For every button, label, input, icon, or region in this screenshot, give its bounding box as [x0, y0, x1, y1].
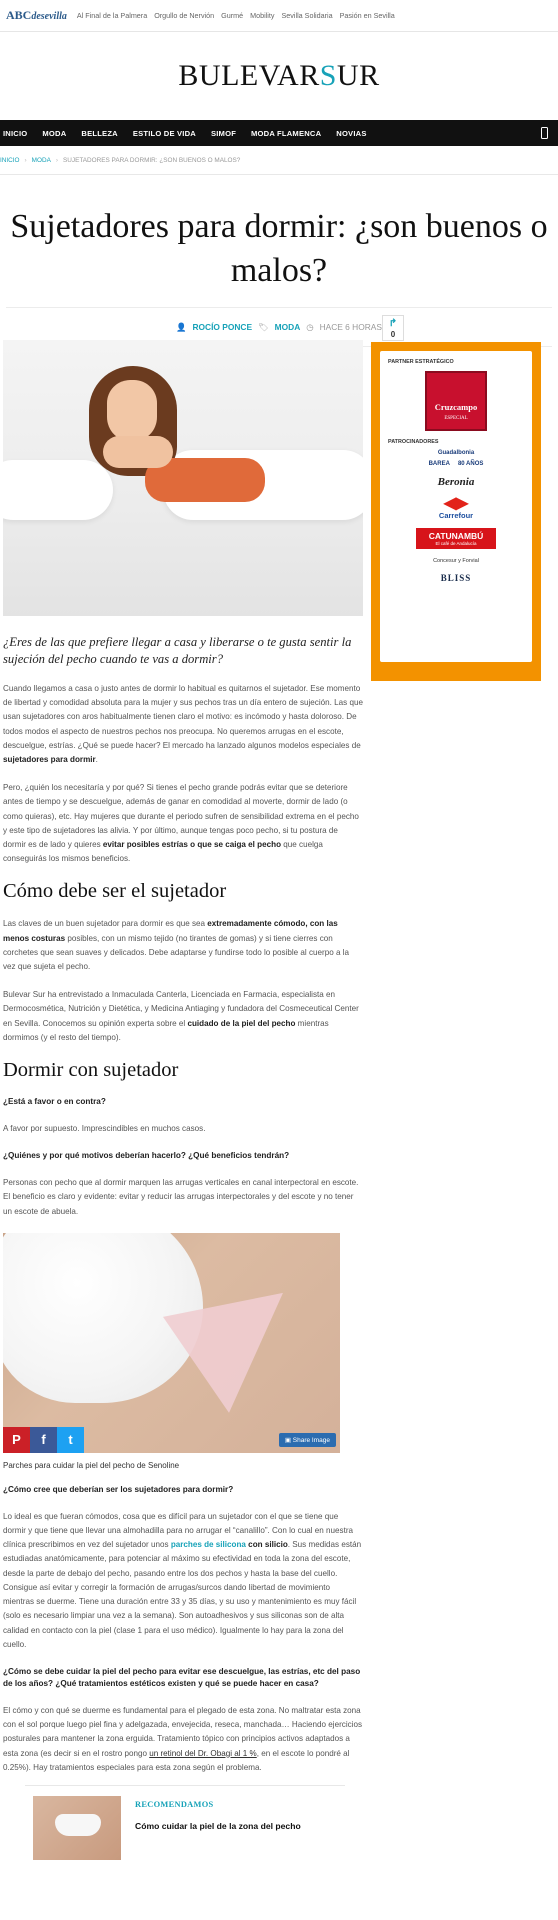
paragraph: Bulevar Sur ha entrevistado a Inmaculada Canterla, Licenciada en Farmacia, especialista en Dermocosmética, Nutrición y Dietética, y Medicina Antiaging y fundadora del Cosmeceutical Center en Sevilla. Conocemos su opinión experta sobre el cuidado de la piel del pecho mientras dormimos (y el resto del tiempo).: [3, 990, 359, 1042]
top-link[interactable]: Mobility: [250, 11, 275, 20]
interview-answer: El cómo y con qué se duerme es fundamental para el plegado de esta zona. No maltratar esta zona con el sol porque luego piel fina y adelgazada, envejecida, reseca, manchada… Haciendo ejercicios posturales para mantener la zona erguida. Tratamiento tópico con principios activos adaptados a esta zona (es decir si en el rostro pongo un retinol del Dr. Obagi al 1 %, en el escote lo pondré al 0.25%). Hay tratamientos especiales para esta zona según el problema.: [3, 1705, 363, 1772]
interview-question: ¿Cómo se debe cuidar la piel del pecho para evitar ese descuelgue, las estrías, etc del paso de los años? ¿Qué tratamientos estéticos existen y qué se puede hacer en casa?: [3, 1666, 361, 1688]
80-anos-logo[interactable]: 80 AÑOS: [457, 461, 484, 467]
guadalbonia-logo[interactable]: Guadalbonia: [437, 450, 475, 456]
barea-logo[interactable]: BAREA: [428, 461, 450, 467]
sponsor-row: [388, 461, 524, 467]
sponsors-label: PATROCINADORES: [388, 439, 439, 445]
paragraph: Pero, ¿quién los necesitaría y por qué? Si tienes el pecho grande podrás evitar que se deteriore antes de tiempo y se descuelgue, además de ganar en comodidad al moverte, dormir de lado (o como quieras), etc. Hay mujeres que durante el periodo sufren de sensibilidad extrema en el pecho y este tipo de sujetadores las alivia. Y por último, aunque tengas poco pecho, si tu postura de dormir es de lado y quieres evitar posibles estrías o que se caiga el pecho que cuelga conseguirás los mismos beneficios.: [3, 783, 359, 864]
share-arrow-icon: ↱: [388, 318, 398, 329]
top-link[interactable]: Orgullo de Nervión: [154, 11, 215, 20]
article-body: [3, 340, 363, 1860]
interview-question: ¿Está a favor o en contra?: [3, 1097, 106, 1107]
carrefour-icon: ◀▶: [443, 495, 469, 512]
sponsors-panel: [380, 351, 532, 662]
section-heading: Cómo debe ser el sujetador: [3, 880, 227, 903]
pillow-shape: [3, 460, 113, 520]
divider: [25, 1785, 345, 1786]
breadcrumb-current: SUJETADORES PARA DORMIR: ¿SON BUENOS O MALOS?: [63, 156, 241, 164]
publish-time: HACE 6 HORAS: [319, 322, 382, 332]
interview-answer: Personas con pecho que al dormir marquen las arrugas verticales en canal interpectoral en escote. El beneficio es claro y evidente: evitar y reducir las arrugas interpectorales y del escote y no tener un escote de abuela.: [3, 1178, 359, 1216]
share-counter-button[interactable]: [382, 315, 404, 341]
interview-question: ¿Quiénes y por qué motivos deberían hacerlo? ¿Qué beneficios tendrán?: [3, 1151, 290, 1161]
silicone-patches-link[interactable]: parches de silicona: [170, 1540, 246, 1550]
recommended-thumbnail[interactable]: [33, 1796, 121, 1860]
catunambu-logo[interactable]: CATUNAMBÚ El café de Andalucía: [416, 528, 496, 549]
beronia-logo[interactable]: Beronia: [437, 476, 475, 488]
page-title: Sujetadores para dormir: ¿son buenos o malos?: [10, 208, 548, 289]
category-link[interactable]: MODA: [274, 322, 301, 332]
breadcrumb-separator-icon: ›: [55, 156, 58, 164]
mobile-phone-icon[interactable]: [541, 127, 548, 139]
sponsors-banner[interactable]: [371, 342, 541, 681]
bra-shape: [55, 1814, 101, 1836]
hero-image: [3, 340, 363, 616]
bliss-logo[interactable]: BLISS: [440, 573, 472, 583]
image-caption: Parches para cuidar la piel del pecho de Senoline: [3, 1460, 180, 1470]
breadcrumb-home[interactable]: INICIO: [0, 156, 20, 164]
breadcrumb-separator-icon: ›: [24, 156, 27, 164]
face-shape: [107, 380, 157, 442]
interview-answer: Lo ideal es que fueran cómodos, cosa que es difícil para un sujetador con el que se tiene que dormir y que tiene que llevar una almohadilla para no arrugar el “canalillo”. Con lo cual en nuestra clínica prescribimos en vez del sujetador unos parches de silicona con silicio. Sus medidas están estudiadas anatómicamente, para potenciar al máximo su efectividad en toda la zona del escote, desde la parte de debajo del pecho, pasando entre los dos pechos y hasta la base del cuello. Consigue así evitar y corregir la formación de arrugas/surcos dando libertad de movimiento mientras se duerme. Tiene una duración entre 33 y 35 días, y su uso y mantenimiento es muy fácil (solo es necesario limpiar una vez a la semana). Son autoadhesivos y sus siliconas son de alta calidad en contacto con la piel (clase 1 para el uso médico). Igualmente lo hay para la zona del cuello.: [3, 1511, 362, 1649]
share-image-button[interactable]: ▣ Share Image: [279, 1433, 336, 1447]
author-link[interactable]: ROCÍO PONCE: [192, 322, 253, 332]
abc-sevilla-logo[interactable]: ABCdesevilla: [6, 8, 67, 22]
twitter-icon[interactable]: t: [57, 1427, 84, 1453]
article-lead: ¿Eres de las que prefiere llegar a casa y liberarse o te gusta sentir la sujeción del pecho cuando te vas a dormir?: [3, 635, 352, 666]
sponsor-row: [388, 450, 524, 456]
top-link[interactable]: Gurmé: [221, 11, 244, 20]
clock-icon: ◷: [306, 322, 314, 332]
top-links: [77, 11, 395, 20]
social-share-bar: [3, 1427, 84, 1453]
brand-header: [0, 32, 558, 120]
paragraph: Las claves de un buen sujetador para dormir es que sea extremadamente cómodo, con las menos costuras posibles, con un mismo tejido (no tirantes de gomas) y si tiene cierres con corchetes que sean suaves y delicados. Debe adaptarse y fundirse todo lo posible al cuerpo a la vez que sujeta el pecho.: [3, 919, 349, 972]
paragraph: Cuando llegamos a casa o justo antes de dormir lo habitual es quitarnos el sujetador. Ese momento de libertad y comodidad absoluta para la mujer y sus pechos tras un día entero de sujeción. Las que usan sujetadores con aros habitualmente tienen claro el motivo: es incómodo y hasta doloroso. De todos modos el aspecto de nuestros pechos nos preocupa. No queremos arrugas en el escote, descuelgue, estrías. ¿Qué se puede hacer? El mercado ha lanzado algunos modelos especiales de sujetadores para dormir.: [3, 684, 363, 765]
recommended-text: [135, 1796, 301, 1860]
recommended-item[interactable]: [33, 1796, 363, 1860]
facebook-icon[interactable]: f: [30, 1427, 57, 1453]
pinterest-icon[interactable]: P: [3, 1427, 30, 1453]
nav-item-inicio[interactable]: INICIO: [3, 128, 28, 138]
nav-item-moda[interactable]: MODA: [42, 128, 67, 138]
share-count: 0: [390, 330, 396, 339]
user-icon: 👤: [176, 321, 187, 332]
nav-item-novias[interactable]: NOVIAS: [336, 128, 367, 138]
nav-item-moda-flamenca[interactable]: MODA FLAMENCA: [251, 128, 322, 138]
top-link[interactable]: Al Final de la Palmera: [76, 11, 148, 20]
main-nav: [0, 120, 558, 146]
tag-icon: 🏷: [258, 321, 269, 332]
partner-label: PARTNER ESTRATÉGICO: [388, 359, 454, 365]
nav-item-belleza[interactable]: BELLEZA: [81, 128, 118, 138]
top-link[interactable]: Sevilla Solidaria: [281, 11, 333, 20]
nav-item-simof[interactable]: SIMOF: [210, 128, 237, 138]
bulevarsur-logo[interactable]: BULEVARSUR: [178, 59, 380, 92]
interview-answer: A favor por supuesto. Imprescindibles en muchos casos.: [3, 1124, 206, 1134]
carrefour-logo[interactable]: ◀▶ Carrefour: [388, 497, 524, 520]
breadcrumb-section[interactable]: MODA: [31, 156, 51, 164]
cruzcampo-logo[interactable]: Cruzcampo ESPECIAL: [425, 371, 487, 431]
breadcrumb: [0, 146, 558, 174]
recommended-label: RECOMENDAMOS: [135, 1799, 214, 1809]
top-bar: [0, 0, 558, 32]
recommended-title[interactable]: Cómo cuidar la piel de la zona del pecho: [135, 1820, 301, 1831]
concesur-logo[interactable]: Concesur y Forvial: [433, 558, 479, 564]
nav-item-estilo-de-vida[interactable]: ESTILO DE VIDA: [132, 128, 196, 138]
section-heading: Dormir con sujetador: [3, 1059, 179, 1082]
top-link[interactable]: Pasión en Sevilla: [339, 11, 395, 20]
article-image: [3, 1233, 340, 1453]
interview-question: ¿Cómo cree que deberían ser los sujetadores para dormir?: [3, 1484, 234, 1494]
retinol-link[interactable]: un retinol del Dr. Obagi al 1 %: [149, 1748, 257, 1758]
image-icon: ▣: [284, 1436, 293, 1444]
arm-shape: [103, 436, 173, 468]
